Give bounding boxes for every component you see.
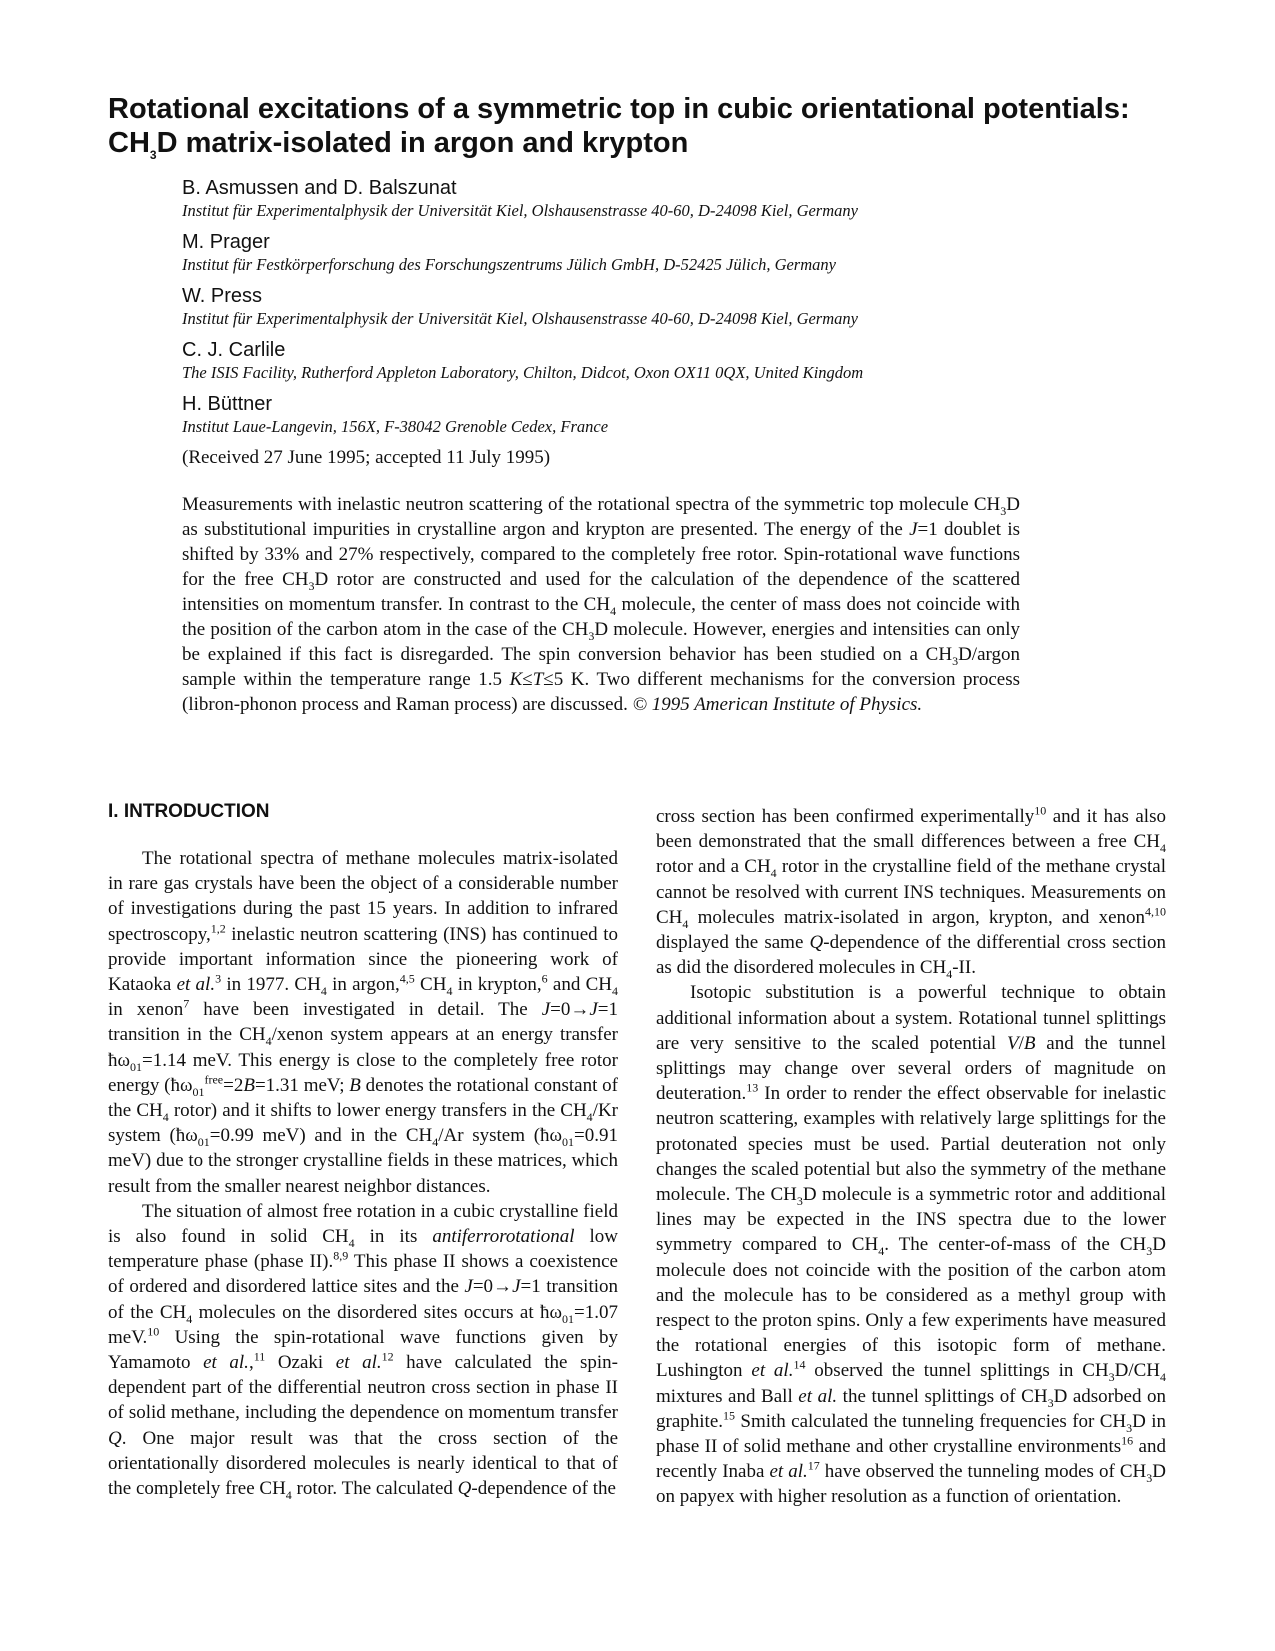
paper-title xyxy=(108,92,1188,160)
author-affiliation: Institut für Experimentalphysik der Universität Kiel, Olshausenstrasse 40-60, D-24098 Kiel, Germany xyxy=(182,201,858,220)
title-line-2: $CH_3D$ matrix-isolated in argon and krypton xyxy=(108,127,689,162)
author-name: W. Press xyxy=(182,285,263,307)
author-affiliation: Institut für Experimentalphysik der Universität Kiel, Olshausenstrasse 40-60, D-24098 Kiel, Germany xyxy=(182,309,858,328)
column-left xyxy=(108,800,618,1501)
author-affiliation: The ISIS Facility, Rutherford Appleton Laboratory, Chilton, Didcot, Oxon OX11 0QX, United Kingdom xyxy=(182,363,864,382)
abstract: Measurements with inelastic neutron scattering of the rotational spectra of the symmetric top molecule $CH_3D$ as substitutional impurities in crystalline argon and krypton are presented. The energy of the J=1 doublet is shifted by 33% and 27% respectively, compared to the completely free rotor. Spin-rotational wave functions for the free $CH_3D$ rotor are constructed and used for the calculation of the dependence of the scattered intensities on momentum transfer. In contrast to the $CH_4$ molecule, the center of mass does not coincide with the position of the carbon atom in the case of the $CH_3D$ molecule. However, energies and intensities can only be explained if this fact is disregarded. The spin conversion behavior has been studied on a $CH_3D$/argon sample within the temperature range 1.5 K≤T≤5 K. Two different mechanisms for the conversion process (libron-phonon process and Raman process) are discussed. © 1995 American Institute of Physics. xyxy=(182,494,1021,715)
paragraph: Isotopic substitution is a powerful technique to obtain additional information about a system. Rotational tunnel splittings are very sensitive to the scaled potential V/B and the tunnel splittings may change over several orders of magnitude on deuteration.$^{13}$ In order to render the effect observable for inelastic neutron scattering, examples with relatively large splittings for the protonated species must be used. Partial deuteration not only changes the scaled potential but also the symmetry of the methane molecule. The $CH_3D$ molecule is a symmetric rotor and additional lines may be expected in the INS spectra due to the lower symmetry compared to $CH_4$. The center-of-mass of the $CH_3D$ molecule does not coincide with the position of the carbon atom and the molecule has to be considered as a methyl group with respect to the proton spins. Only a few experiments have measured the rotational energies of this isotopic form of methane. Lushington et al.$^{14}$ observed the tunnel splittings in $CH_3D/CH_4$ mixtures and Ball et al. the tunnel splittings of $CH_3D$ adsorbed on graphite.$^{15}$ Smith calculated the tunneling frequencies for $CH_3D$ in phase II of solid methane and other crystalline environments$^{16}$ and recently Inaba et al.$^{17}$ have observed the tunneling modes of $CH_3D$ on papyex with higher resolution as a function of orientation. xyxy=(656,982,1167,1508)
paragraph: The situation of almost free rotation in a cubic crystalline field is also found in solid $CH_4$ in its antiferrorotational low temperature phase (phase II).$^{8,9}$ This phase II shows a coexistence of ordered and disordered lattice sites and the J=0→J=1 transition of the $CH_4$ molecules on the disordered sites occurs at $ħ\omega_{01}=1.07$ meV.$^{10}$ Using the spin-rotational wave functions given by Yamamoto et al.,$^{11}$ Ozaki et al.$^{12}$ have calculated the spin-dependent part of the differential neutron cross section in phase II of solid methane, including the dependence on momentum transfer Q. One major result was that the cross section of the orientationally disordered molecules is nearly identical to that of the completely free $CH_4$ rotor. The calculated Q-dependence of the xyxy=(108,1200,618,1502)
copyright: © 1995 American Institute of Physics. xyxy=(632,694,923,715)
author-block xyxy=(182,176,1192,470)
author-affiliation: Institut für Festkörperforschung des Forschungszentrums Jülich GmbH, D-52425 Jülich, Germany xyxy=(182,255,836,274)
paragraph: cross section has been confirmed experimentally$^{10}$ and it has also been demonstrated that the small differences between a free $CH_4$ rotor and a $CH_4$ rotor in the crystalline field of the methane crystal cannot be resolved with current INS techniques. Measurements on $CH_4$ molecules matrix-isolated in argon, krypton, and xenon$^{4,10}$ displayed the same Q-dependence of the differential cross section as did the disordered molecules in $CH_4-II$. xyxy=(656,803,1167,982)
author-name: B. Asmussen and D. Balszunat xyxy=(182,177,457,199)
title-line-1: Rotational excitations of a symmetric top in cubic orientational potentials: xyxy=(108,93,1130,125)
author-affiliation: Institut Laue-Langevin, 156X, F-38042 Grenoble Cedex, France xyxy=(182,417,609,436)
paragraph: The rotational spectra of methane molecules matrix-isolated in rare gas crystals have been the object of a considerable number of investigations during the past 15 years. In addition to infrared spectroscopy,$^{1,2}$ inelastic neutron scattering (INS) has continued to provide important information since the pioneering work of Kataoka et al.$^3$ in 1977. $CH_4$ in argon,$^{4,5}$ $CH_4$ in krypton,$^6$ and $CH_4$ in xenon$^7$ have been investigated in detail. The J=0→J=1 transition in the $CH_4$/xenon system appears at an energy transfer $ħ\omega_{01}=1.14$ meV. This energy is close to the completely free rotor energy ($ħ\omega_{01}^{free}=2B=1.31$ meV; B denotes the rotational constant of the $CH_4$ rotor) and it shifts to lower energy transfers in the $CH_4/Kr$ system ($ħ\omega_{01}=0.99$ meV) and in the $CH_4/Ar$ system ($ħ\omega_{01}=0.91$ meV) due to the stronger crystalline fields in these matrices, which result from the smaller nearest neighbor distances. xyxy=(108,848,618,1197)
received-date: (Received 27 June 1995; accepted 11 July 1995) xyxy=(182,447,551,468)
author-name: H. Büttner xyxy=(182,393,273,415)
author-name: M. Prager xyxy=(182,231,270,253)
section-title: I. INTRODUCTION xyxy=(108,801,270,822)
column-right xyxy=(656,804,1166,1510)
author-name: C. J. Carlile xyxy=(182,339,286,361)
